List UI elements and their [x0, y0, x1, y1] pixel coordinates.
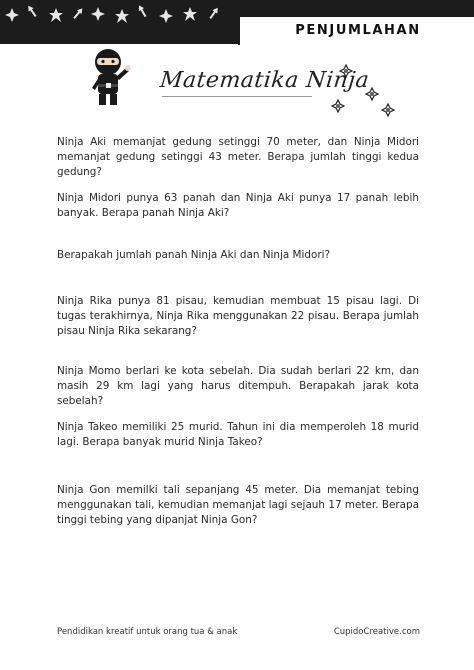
- star-icon: [115, 9, 129, 23]
- footer-site: CupidoCreative.com: [333, 627, 420, 637]
- section-tab-label: PENJUMLAHAN: [295, 23, 421, 38]
- question-7: Ninja Gon memilki tali sepanjang 45 meter. Dia memanjat tebing menggunakan tali, kemudian memanjat lagi sejauh 17 meter. Berapa tinggi tebing yang dipanjat Ninja Gon?: [57, 484, 419, 526]
- section-tab: [238, 17, 474, 45]
- kunai-icon: [208, 6, 220, 20]
- shuriken-cluster: [320, 60, 400, 120]
- kunai-icon: [26, 4, 38, 18]
- shuriken-icon: [340, 65, 352, 77]
- ninja-illustration: [78, 44, 144, 110]
- star-icon: [49, 8, 63, 22]
- shuriken-icon: [91, 7, 105, 21]
- question-4: Ninja Rika punya 81 pisau, kemudian membuat 15 pisau lagi. Di tugas terakhirnya, Ninja Rika menggunakan 22 pisau. Berapa jumlah pisau Ninja Rika sekarang?: [57, 295, 419, 337]
- title-underline: [162, 96, 312, 97]
- question-1: Ninja Aki memanjat gedung setinggi 70 meter, dan Ninja Midori memanjat gedung setinggi 43 meter. Berapa jumlah tinggi kedua gedung?: [57, 136, 419, 178]
- shuriken-icon: [332, 100, 344, 112]
- header-bar: [0, 0, 474, 44]
- question-3: Berapakah jumlah panah Ninja Aki dan Ninja Midori?: [57, 249, 331, 261]
- kunai-icon: [72, 6, 85, 20]
- page-title: Matematika Ninja: [158, 68, 371, 93]
- shuriken-icon: [366, 88, 378, 100]
- question-5: Ninja Momo berlari ke kota sebelah. Dia sudah berlari 22 km, dan masih 29 km lagi yang harus ditempuh. Berapakah jarak kota sebelah?: [57, 365, 419, 407]
- shuriken-decoration-row: [0, 0, 236, 34]
- question-2: Ninja Midori punya 63 panah dan Ninja Aki punya 17 panah lebih banyak. Berapa panah Ninja Aki?: [57, 192, 419, 219]
- shuriken-icon: [159, 9, 173, 23]
- shuriken-icon: [5, 8, 19, 22]
- question-6: Ninja Takeo memiliki 25 murid. Tahun ini dia memperoleh 18 murid lagi. Berapa banyak murid Ninja Takeo?: [57, 421, 419, 448]
- shuriken-icon: [382, 104, 394, 116]
- star-icon: [183, 7, 197, 21]
- kunai-icon: [136, 4, 148, 18]
- footer-tagline: Pendidikan kreatif untuk orang tua & anak: [57, 627, 238, 637]
